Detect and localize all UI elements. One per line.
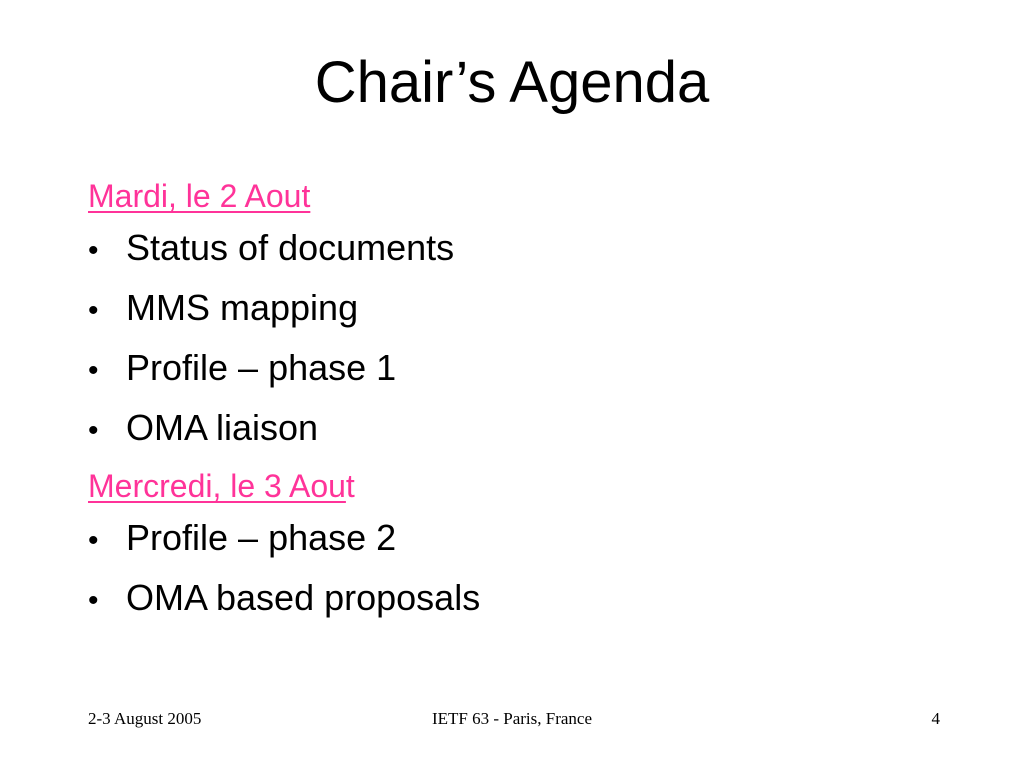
agenda-item-label: Profile – phase 2 <box>126 517 397 558</box>
agenda-item <box>88 514 968 574</box>
day-heading-wednesday <box>88 464 968 514</box>
day-heading-tuesday <box>88 174 968 224</box>
agenda-item <box>88 574 968 634</box>
agenda-item-label: MMS mapping <box>126 287 359 328</box>
slide-title: Chair’s Agenda <box>314 50 710 115</box>
footer-page-number: 4 <box>931 709 940 728</box>
agenda-item <box>88 224 968 284</box>
day-heading-wednesday-underlined-text: Mercredi, le 3 Aou <box>88 468 346 504</box>
day-heading-tuesday-text: Mardi, le 2 Aout <box>88 178 311 214</box>
agenda-item-label: OMA liaison <box>126 407 319 448</box>
agenda-item-label: OMA based proposals <box>126 577 481 618</box>
bullet-icon: • <box>88 414 99 447</box>
agenda-item <box>88 344 968 404</box>
agenda-item <box>88 404 968 464</box>
agenda-item <box>88 284 968 344</box>
bullet-icon: • <box>88 354 99 387</box>
bullet-icon: • <box>88 234 99 267</box>
bullet-icon: • <box>88 584 99 617</box>
agenda-item-label: Status of documents <box>126 227 455 268</box>
footer-date: 2-3 August 2005 <box>88 709 202 728</box>
day-heading-wednesday-tail-text: t <box>345 468 355 504</box>
agenda-item-label: Profile – phase 1 <box>126 347 397 388</box>
agenda-list <box>88 174 968 634</box>
bullet-icon: • <box>88 294 99 327</box>
bullet-icon: • <box>88 524 99 557</box>
footer-event: IETF 63 - Paris, France <box>431 709 593 728</box>
